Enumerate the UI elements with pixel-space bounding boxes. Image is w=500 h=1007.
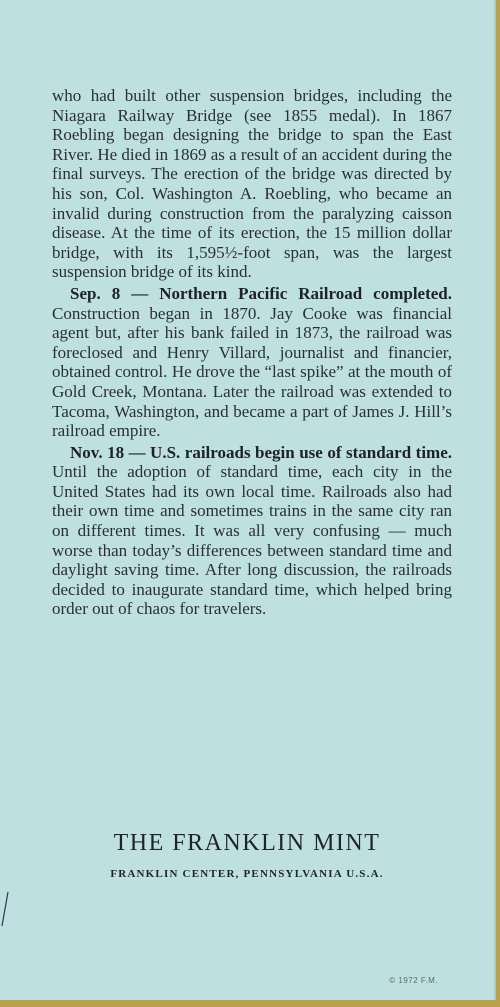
copyright-notice: © 1972 F.M.: [389, 976, 438, 985]
publisher-address: FRANKLIN CENTER, PENNSYLVANIA U.S.A.: [110, 868, 384, 880]
entry-text: Until the adoption of standard time, each city in the United States had its own local time. Railroads also had their own time and sometimes trains in the same city ran on different times. It was all very confusing — much worse than today’s differences between standard time and daylight saving time. After long discussion, the railroads decided to inaugurate standard time, which helped bring order out of chaos for travelers.: [52, 462, 452, 619]
entry-northern-pacific: [52, 284, 452, 441]
entry-heading: Sep. 8 — Northern Pacific Railroad completed.: [70, 283, 452, 303]
document-body: [52, 86, 452, 619]
intro-paragraph: who had built other suspension bridges, including the Niagara Railway Bridge (see 1855 medal). In 1867 Roebling began designing the bridge to span the East River. He died in 1869 as a result of an accident during the final surveys. The erection of the bridge was directed by his son, Col. Washington A. Roebling, who became an invalid during construction from the paralyzing caisson disease. At the time of its erection, the 15 million dollar bridge, with its 1,595½-foot span, was the largest suspension bridge of its kind.: [52, 86, 452, 282]
entry-text: Construction began in 1870. Jay Cooke was financial agent but, after his bank failed in 1873, the railroad was foreclosed and Henry Villard, journalist and financier, obtained control. He drove the “last spike” at the mouth of Gold Creek, Montana. Later the railroad was extended to Tacoma, Washington, and became a part of James J. Hill’s railroad empire.: [52, 303, 452, 441]
entry-heading: Nov. 18 — U.S. railroads begin use of standard time.: [70, 442, 452, 462]
publisher-title: THE FRANKLIN MINT: [113, 830, 381, 856]
pen-mark: [0, 890, 10, 930]
entry-standard-time: [52, 443, 452, 619]
